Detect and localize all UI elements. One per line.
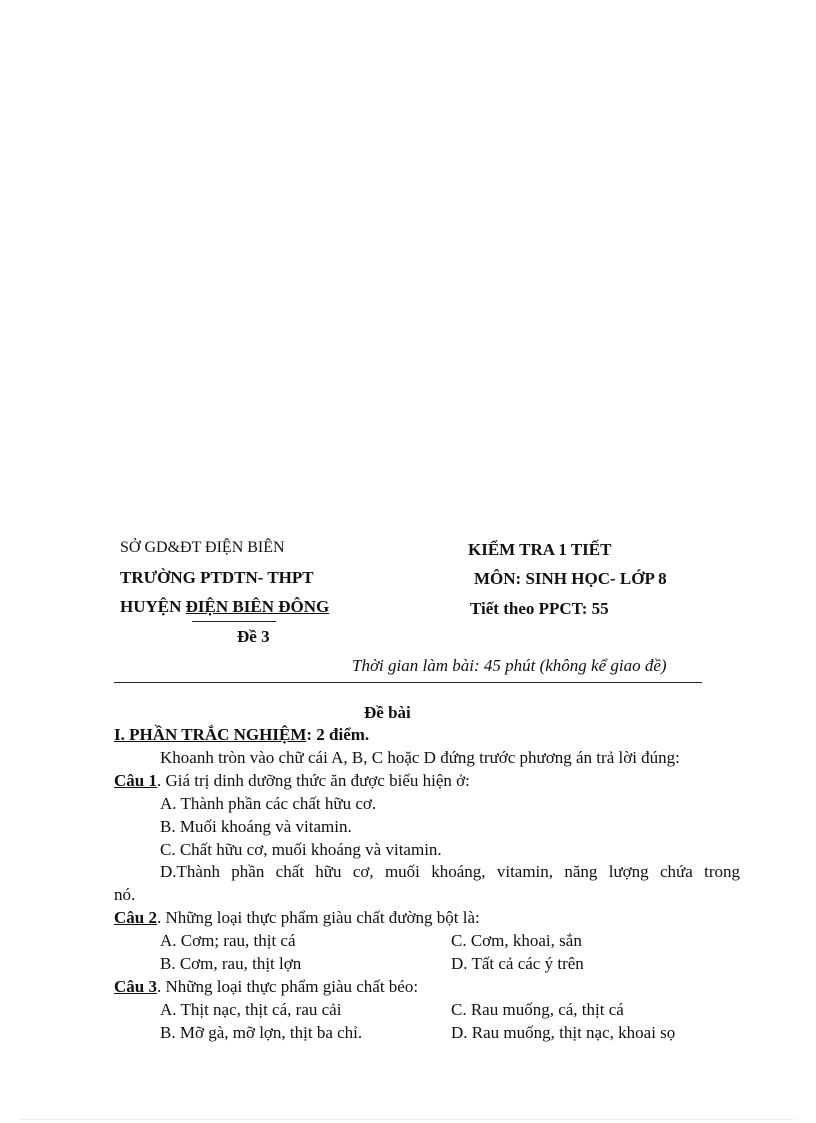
district-prefix: HUYỆN	[120, 597, 186, 616]
question-2	[114, 908, 480, 928]
q2-option-d: D. Tất cả các ý trên	[451, 954, 584, 973]
q3-option-a: A. Thịt nạc, thịt cá, rau cải	[160, 1000, 342, 1019]
q1-option-d-continuation: nó.	[114, 885, 136, 904]
district-name: ĐIỆN BIÊN ĐÔNG	[185, 597, 330, 616]
section-points: : 2 điểm.	[306, 725, 370, 744]
department-name: SỞ GD&ĐT ĐIỆN BIÊN	[120, 539, 285, 556]
header-underline	[192, 621, 276, 622]
question-label: Câu 1	[114, 771, 157, 790]
question-text: . Những loại thực phẩm giàu chất đường bột là:	[156, 908, 480, 927]
q3-option-d: D. Rau muống, thịt nạc, khoai sọ	[451, 1023, 676, 1042]
header-divider	[114, 682, 702, 683]
instruction: Khoanh tròn vào chữ cái A, B, C hoặc D đứng trước phương án trả lời đúng:	[160, 748, 680, 767]
question-label: Câu 2	[114, 908, 157, 927]
exam-title: KIỂM TRA 1 TIẾT	[468, 540, 612, 559]
q3-option-b: B. Mỡ gà, mỡ lợn, thịt ba chỉ.	[160, 1023, 363, 1042]
time-note: Thời gian làm bài: 45 phút (không kể giao đề)	[352, 656, 667, 675]
q2-option-a: A. Cơm; rau, thịt cá	[160, 931, 296, 950]
question-text: . Giá trị dinh dưỡng thức ăn được biểu hiện ở:	[156, 771, 470, 790]
question-1	[114, 771, 470, 791]
q1-option-d: D.Thành phần chất hữu cơ, muối khoáng, vitamin, năng lượng chứa trong	[160, 862, 740, 881]
question-3	[114, 977, 418, 997]
period-line: Tiết theo PPCT: 55	[470, 599, 609, 618]
q1-option-c: C. Chất hữu cơ, muối khoáng và vitamin.	[160, 840, 442, 859]
question-text: . Những loại thực phẩm giàu chất béo:	[156, 977, 419, 996]
q1-option-b: B. Muối khoáng và vitamin.	[160, 817, 352, 836]
page-bottom-divider	[20, 1119, 796, 1120]
section-title	[114, 725, 369, 745]
q2-option-b: B. Cơm, rau, thịt lợn	[160, 954, 302, 973]
q1-option-a: A. Thành phần các chất hữu cơ.	[160, 794, 377, 813]
q2-option-c: C. Cơm, khoai, sắn	[451, 931, 582, 950]
exam-variant: Đề 3	[237, 627, 270, 646]
subject-line: MÔN: SINH HỌC- LỚP 8	[474, 569, 667, 588]
question-label: Câu 3	[114, 977, 157, 996]
school-name: TRƯỜNG PTDTN- THPT	[120, 568, 314, 587]
q3-option-c: C. Rau muống, cá, thịt cá	[451, 1000, 624, 1019]
de-bai-title: Đề bài	[364, 703, 411, 722]
section-heading: I. PHẦN TRẮC NGHIỆM	[114, 725, 307, 744]
district-line	[120, 597, 329, 617]
